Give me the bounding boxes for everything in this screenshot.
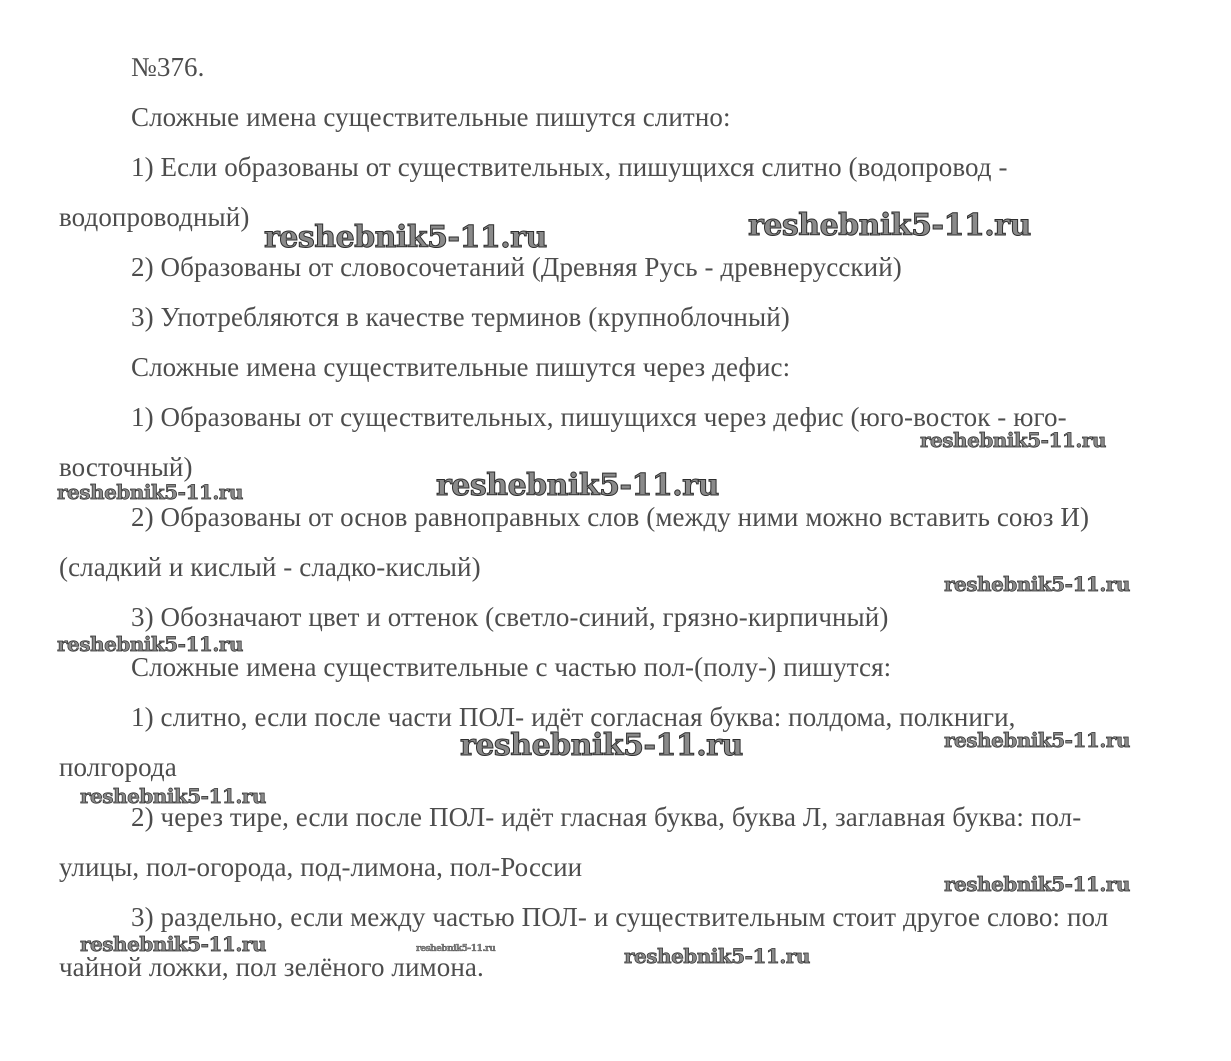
section-2-item-2-line-1: 2) Образованы от основ равноправных слов (между ними можно вставить союз И) (131, 502, 1090, 532)
section-2-heading: Сложные имена существительные пишутся через дефис: (131, 352, 791, 382)
section-2-item-3: 3) Обозначают цвет и оттенок (светло-синий, грязно-кирпичный) (131, 602, 889, 632)
section-3-item-1-line-2: полгорода (59, 752, 177, 782)
watermark: reshebnik5-11.ru (80, 784, 266, 808)
watermark: reshebnik5-11.ru (944, 728, 1130, 752)
section-3-item-3-line-2: чайной ложки, пол зелёного лимона. (59, 952, 484, 982)
watermark: reshebnik5-11.ru (944, 572, 1130, 596)
task-number: №376. (131, 52, 205, 82)
section-1-item-1-line-2: водопроводный) (59, 202, 250, 232)
watermark: reshebnik5-11.ru (624, 944, 810, 968)
watermark: reshebnik5-11.ru (920, 428, 1106, 452)
section-1-item-1-line-1: 1) Если образованы от существительных, пишущихся слитно (водопровод - (131, 152, 1008, 182)
section-1-item-3: 3) Употребляются в качестве терминов (крупноблочный) (131, 302, 790, 332)
watermark: reshebnik5-11.ru (436, 468, 719, 503)
section-3-item-2-line-1: 2) через тире, если после ПОЛ- идёт гласная буква, буква Л, заглавная буква: пол- (131, 802, 1082, 832)
section-3-item-3-line-1: 3) раздельно, если между частью ПОЛ- и существительным стоит другое слово: пол (131, 902, 1109, 932)
section-2-item-2-line-2: (сладкий и кислый - сладко-кислый) (59, 552, 481, 582)
watermark: reshebnik5-11.ru (416, 944, 496, 954)
section-2-item-1-line-1: 1) Образованы от существительных, пишущихся через дефис (юго-восток - юго- (131, 402, 1067, 432)
section-1-heading: Сложные имена существительные пишутся слитно: (131, 102, 731, 132)
watermark: reshebnik5-11.ru (460, 728, 743, 763)
watermark: reshebnik5-11.ru (264, 220, 547, 255)
watermark: reshebnik5-11.ru (748, 208, 1031, 243)
watermark: reshebnik5-11.ru (80, 932, 266, 956)
section-3-heading: Сложные имена существительные с частью пол-(полу-) пишутся: (131, 652, 892, 682)
section-1-item-2: 2) Образованы от словосочетаний (Древняя Русь - древнерусский) (131, 252, 902, 282)
watermark: reshebnik5-11.ru (57, 480, 243, 504)
section-3-item-1-line-1: 1) слитно, если после части ПОЛ- идёт согласная буква: полдома, полкниги, (131, 702, 1016, 732)
section-3-item-2-line-2: улицы, пол-огорода, под-лимона, пол-России (59, 852, 583, 882)
watermark: reshebnik5-11.ru (57, 632, 243, 656)
section-2-item-1-line-2: восточный) (59, 452, 193, 482)
watermark: reshebnik5-11.ru (944, 872, 1130, 896)
